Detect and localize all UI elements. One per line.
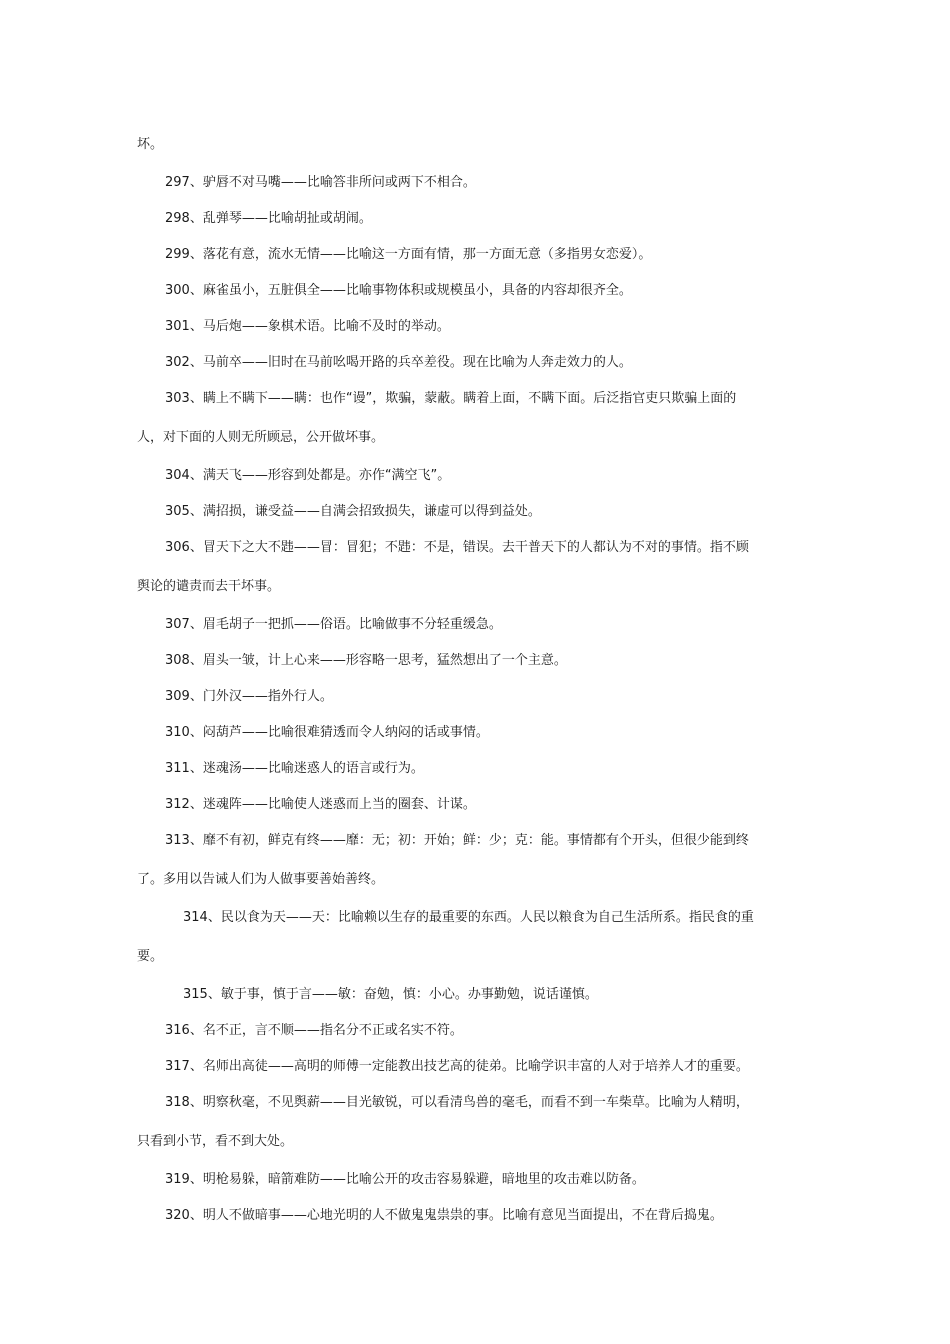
idiom-entry: 310、闷葫芦——比喻很难猜透而令人纳闷的话或事情。	[165, 725, 489, 740]
idiom-entry: 312、迷魂阵——比喻使人迷惑而上当的圈套、计谋。	[165, 797, 476, 812]
idiom-entry: 319、明枪易躲，暗箭难防——比喻公开的攻击容易躲避，暗地里的攻击难以防备。	[165, 1172, 645, 1187]
idiom-entry: 306、冒天下之大不韪——冒：冒犯；不韪：不是，错误。去干普天下的人都认为不对的事情。指不顾	[165, 540, 749, 555]
idiom-entry: 311、迷魂汤——比喻迷惑人的语言或行为。	[165, 761, 424, 776]
idiom-entry: 299、落花有意，流水无情——比喻这一方面有情，那一方面无意（多指男女恋爱）。	[165, 247, 652, 262]
idiom-entry: 304、满天飞——形容到处都是。亦作“满空飞”。	[165, 468, 451, 483]
idiom-entry: 320、明人不做暗事——心地光明的人不做鬼鬼祟祟的事。比喻有意见当面提出，不在背后捣鬼。	[165, 1208, 723, 1223]
idiom-entry: 307、眉毛胡子一把抓——俗语。比喻做事不分轻重缓急。	[165, 617, 502, 632]
idiom-entry: 318、明察秋毫，不见舆薪——目光敏锐，可以看清鸟兽的毫毛，而看不到一车柴草。比喻为人精明，	[165, 1095, 749, 1110]
idiom-entry: 309、门外汉——指外行人。	[165, 689, 333, 704]
idiom-entry: 302、马前卒——旧时在马前吆喝开路的兵卒差役。现在比喻为人奔走效力的人。	[165, 355, 632, 370]
idiom-entry: 308、眉头一皱，计上心来——形容略一思考，猛然想出了一个主意。	[165, 653, 567, 668]
idiom-entry: 316、名不正，言不顺——指名分不正或名实不符。	[165, 1023, 463, 1038]
idiom-entry: 305、满招损，谦受益——自满会招致损失，谦虚可以得到益处。	[165, 504, 541, 519]
idiom-entry: 301、马后炮——象棋术语。比喻不及时的举动。	[165, 319, 450, 334]
idiom-entry: 300、麻雀虽小，五脏俱全——比喻事物体积或规模虽小，具备的内容却很齐全。	[165, 283, 632, 298]
text-line-continuation: 要。	[137, 949, 164, 964]
idiom-entry: 313、靡不有初，鲜克有终——靡：无；初：开始；鲜：少；克：能。事情都有个开头，但很少能到终	[165, 833, 749, 848]
idiom-list	[137, 124, 817, 1234]
text-line-continuation: 坏。	[137, 137, 164, 152]
idiom-entry: 314、民以食为天——天：比喻赖以生存的最重要的东西。人民以粮食为自己生活所系。指民食的重	[183, 910, 754, 925]
idiom-entry: 317、名师出高徒——高明的师傅一定能教出技艺高的徒弟。比喻学识丰富的人对于培养人才的重要。	[165, 1059, 749, 1074]
text-line-continuation: 只看到小节，看不到大处。	[137, 1134, 294, 1149]
idiom-entry: 298、乱弹琴——比喻胡扯或胡闹。	[165, 211, 372, 226]
text-line-continuation: 人，对下面的人则无所顾忌，公开做坏事。	[137, 430, 385, 445]
idiom-entry: 297、驴唇不对马嘴——比喻答非所问或两下不相合。	[165, 175, 476, 190]
idiom-entry: 315、敏于事，慎于言——敏：奋勉，慎：小心。办事勤勉，说话谨慎。	[183, 987, 598, 1002]
text-line-continuation: 舆论的谴责而去干坏事。	[137, 579, 281, 594]
text-line-continuation: 了。多用以告诫人们为人做事要善始善终。	[137, 872, 385, 887]
idiom-entry: 303、瞒上不瞒下——瞒：也作“谩”，欺骗，蒙蔽。瞒着上面，不瞒下面。后泛指官吏只欺骗上面的	[165, 391, 737, 406]
